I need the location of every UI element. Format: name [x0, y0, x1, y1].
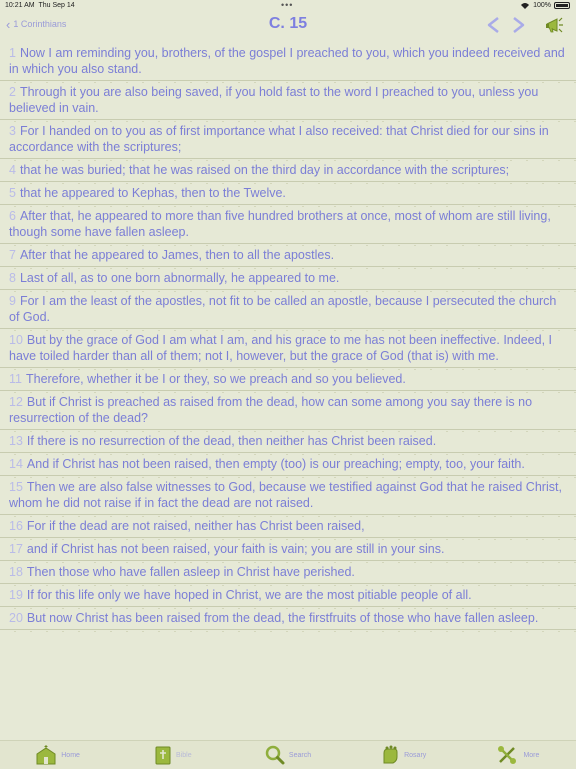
- verse-text: that he was buried; that he was raised on the third day in accordance with the scriptures;: [19, 163, 510, 177]
- verse-text: For I handed on to you as of first importance what I also received: that Christ died for our sins in accordance with the scriptures;: [9, 124, 549, 154]
- verse-number: 12: [9, 395, 23, 409]
- verse-number: 19: [9, 588, 23, 602]
- previous-chapter-icon[interactable]: [486, 16, 500, 34]
- verse-text: Then those who have fallen asleep in Christ have perished.: [26, 565, 355, 579]
- verse-text: After that, he appeared to more than five hundred brothers at once, most of whom are still living, though some have fallen asleep.: [9, 209, 551, 239]
- verse-list[interactable]: [0, 42, 576, 740]
- verse-row[interactable]: [0, 584, 576, 607]
- more-icon: [497, 745, 519, 765]
- verse-number: 5: [9, 186, 16, 200]
- verse-text: and if Christ has not been raised, your faith is vain; you are still in your sins.: [26, 542, 445, 556]
- verse-text: For I am the least of the apostles, not fit to be called an apostle, because I persecuted the church of God.: [9, 294, 557, 324]
- verse-text: If for this life only we have hoped in Christ, we are the most pitiable people of all.: [26, 588, 472, 602]
- tab-rosary-label: Rosary: [404, 751, 427, 759]
- verse-text: But now Christ has been raised from the dead, the firstfruits of those who have fallen asleep.: [26, 611, 539, 625]
- verse-number: 10: [9, 333, 23, 347]
- verse-number: 13: [9, 434, 23, 448]
- verse-number: 3: [9, 124, 16, 138]
- verse-number: 2: [9, 85, 16, 99]
- verse-text: that he appeared to Kephas, then to the Twelve.: [19, 186, 286, 200]
- tab-home[interactable]: [0, 741, 115, 769]
- verse-row[interactable]: [0, 159, 576, 182]
- tab-bible-label: Bible: [176, 751, 192, 759]
- verse-row[interactable]: [0, 453, 576, 476]
- search-icon: [265, 745, 285, 765]
- verse-row[interactable]: [0, 81, 576, 120]
- verse-row[interactable]: [0, 120, 576, 159]
- verse-number: 16: [9, 519, 23, 533]
- tab-bible[interactable]: [115, 741, 230, 769]
- verse-text: Therefore, whether it be I or they, so we preach and so you believed.: [25, 372, 406, 386]
- verse-text: Through it you are also being saved, if you hold fast to the word I preached to you, unless you believed in vain.: [9, 85, 539, 115]
- verse-row[interactable]: [0, 267, 576, 290]
- tab-search[interactable]: [230, 741, 345, 769]
- verse-number: 15: [9, 480, 23, 494]
- verse-text: Now I am reminding you, brothers, of the gospel I preached to you, which you indeed received and in which you also stand.: [9, 46, 565, 76]
- verse-row[interactable]: [0, 205, 576, 244]
- verse-row[interactable]: [0, 244, 576, 267]
- back-label: 1 Corinthians: [13, 19, 67, 29]
- chapter-title[interactable]: C. 15: [268, 15, 308, 32]
- verse-row[interactable]: [0, 290, 576, 329]
- verse-row[interactable]: [0, 607, 576, 630]
- tab-search-label: Search: [288, 751, 312, 759]
- verse-row[interactable]: [0, 476, 576, 515]
- megaphone-icon[interactable]: [544, 15, 566, 35]
- verse-row[interactable]: [0, 430, 576, 453]
- verse-number: 6: [9, 209, 16, 223]
- tab-rosary[interactable]: [346, 741, 461, 769]
- verse-row[interactable]: [0, 368, 576, 391]
- church-icon: [35, 745, 57, 765]
- verse-text: But by the grace of God I am what I am, and his grace to me has not been ineffective. Indeed, I have toiled harder than all of them; not I, however, but the grace of God (that is) with me.: [9, 333, 552, 363]
- wifi-icon: [520, 2, 530, 9]
- verse-row[interactable]: [0, 329, 576, 368]
- verse-number: 8: [9, 271, 16, 285]
- verse-number: 17: [9, 542, 23, 556]
- verse-number: 1: [9, 46, 16, 60]
- verse-text: And if Christ has not been raised, then empty (too) is our preaching; empty, too, your faith.: [26, 457, 525, 471]
- status-time-date: [5, 2, 75, 9]
- chapter-arrows: [486, 16, 526, 34]
- tab-more-label: More: [523, 751, 540, 759]
- multitask-dots[interactable]: •••: [281, 0, 294, 10]
- verse-row[interactable]: [0, 538, 576, 561]
- verse-text: But if Christ is preached as raised from the dead, how can some among you say there is no resurrection of the dead?: [9, 395, 533, 425]
- verse-text: For if the dead are not raised, neither has Christ been raised,: [26, 519, 365, 533]
- verse-text: After that he appeared to James, then to all the apostles.: [19, 248, 335, 262]
- status-bar: [0, 0, 576, 12]
- verse-row[interactable]: [0, 561, 576, 584]
- bible-icon: [154, 745, 172, 765]
- tab-bar: [0, 740, 576, 769]
- verse-text: Last of all, as to one born abnormally, he appeared to me.: [19, 271, 340, 285]
- tab-home-label: Home: [61, 751, 80, 759]
- verse-text: If there is no resurrection of the dead, then neither has Christ been raised.: [26, 434, 437, 448]
- verse-number: 18: [9, 565, 23, 579]
- verse-number: 7: [9, 248, 16, 262]
- status-date: Thu Sep 14: [38, 2, 75, 9]
- next-chapter-icon[interactable]: [512, 16, 526, 34]
- battery-percent: 100%: [533, 2, 551, 9]
- verse-row[interactable]: [0, 391, 576, 430]
- verse-row[interactable]: [0, 42, 576, 81]
- verse-number: 11: [9, 372, 22, 386]
- navigation-bar: [0, 12, 576, 40]
- battery-icon: [554, 2, 570, 9]
- verse-number: 4: [9, 163, 16, 177]
- status-time: 10:21 AM: [5, 2, 35, 9]
- verse-row[interactable]: [0, 182, 576, 205]
- verse-row[interactable]: [0, 515, 576, 538]
- tab-more[interactable]: [461, 741, 576, 769]
- rosary-icon: [380, 745, 400, 765]
- verse-number: 9: [9, 294, 16, 308]
- chevron-left-icon: ‹: [6, 16, 11, 32]
- verse-text: Then we are also false witnesses to God, because we testified against God that he raised Christ, whom he did not raise if in fact the dead are not raised.: [9, 480, 562, 510]
- verse-number: 20: [9, 611, 23, 625]
- verse-number: 14: [9, 457, 23, 471]
- status-right: [520, 2, 570, 9]
